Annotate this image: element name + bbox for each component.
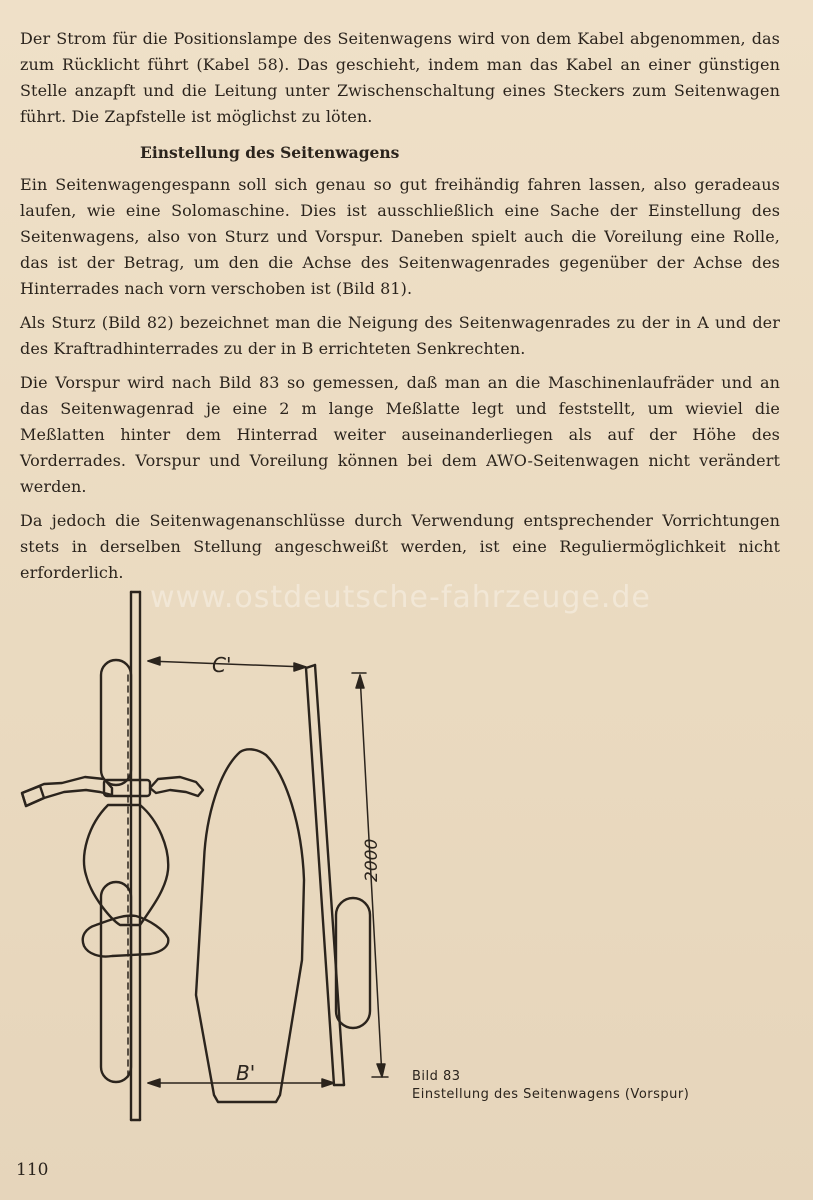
toe-in-diagram: [0, 580, 813, 1140]
front-wheel: [101, 660, 131, 785]
paragraph-camber: Als Sturz (Bild 82) bezeichnet man die Neigung des Seitenwagenrades zu der in A und der des Kraftradhinterrades zu der in B errichteten Senkrechten.: [20, 313, 780, 358]
handlebar: [22, 777, 203, 806]
paragraph-toe-in: Die Vorspur wird nach Bild 83 so gemessen, daß man an die Maschinenlaufräder und an das Seitenwagenrad je eine 2 m lange Meßlatte legt und feststellt, um wieviel die Meßlatten hinter dem Hinterrad weiter auseinanderliegen als auf der Höhe des Vorderrades. Vorspur und Voreilung können bei dem AWO-Seitenwagen nicht verändert werden.: [20, 373, 780, 496]
watermark: www.ostdeutsche-fahrzeuge.de: [150, 580, 651, 615]
paragraph-welded-mounts: Da jedoch die Seitenwagenanschlüsse durch Verwendung entsprechender Vorrichtungen stets in derselben Stellung angeschweißt werden, ist eine Reguliermöglichkeit nicht erforderlich.: [20, 511, 780, 582]
paragraph-sidecar-handling: Ein Seitenwagengespann soll sich genau so gut freihändig fahren lassen, also geradeaus laufen, wie eine Solomaschine. Dies ist ausschließlich eine Sache der Einstellung des Seitenwagens, also von Sturz und Vorspur. Daneben spielt auch die Voreilung eine Rolle, das ist der Betrag, um den die Achse des Seitenwagenrades gegenüber der Achse des Hinterrades nach vorn verschoben ist (Bild 81).: [20, 175, 780, 298]
label-c-prime: C': [212, 653, 232, 677]
section-heading: Einstellung des Seitenwagens: [140, 143, 400, 162]
label-b-prime: B': [236, 1061, 256, 1085]
caption-number: Bild 83: [412, 1069, 461, 1084]
right-measuring-rod: [306, 665, 344, 1085]
page-number: 110: [16, 1160, 49, 1180]
text-block: [20, 26, 780, 594]
sidecar-body: [196, 749, 304, 1102]
saddle: [83, 916, 169, 957]
caption-text: Einstellung des Seitenwagens (Vorspur): [412, 1087, 690, 1102]
left-measuring-rod: [131, 592, 140, 1120]
label-length: 2000: [362, 838, 382, 882]
paragraph-position-lamp: Der Strom für die Positionslampe des Seitenwagens wird von dem Kabel abgenommen, das zum Rücklicht führt (Kabel 58). Das geschieht, indem man das Kabel an einer günstigen Stelle anzapft und die Leitung unter Zwischenschaltung eines Steckers zum Seitenwagen führt. Die Zapfstelle ist möglichst zu löten.: [20, 29, 780, 126]
sidecar-wheel: [336, 898, 370, 1028]
figure-caption: [412, 1068, 689, 1104]
fuel-tank: [84, 805, 168, 925]
